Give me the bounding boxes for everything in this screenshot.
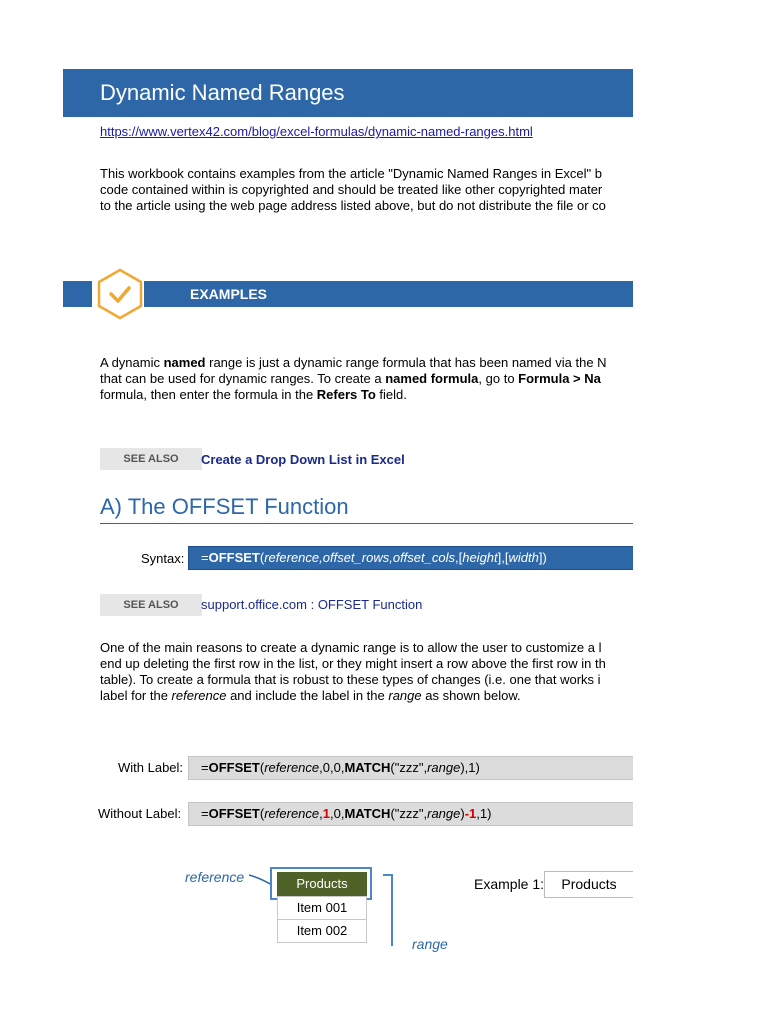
with-label-formula: =OFFSET(reference,0,0,MATCH("zzz",range),1) xyxy=(201,760,480,775)
paragraph-line: One of the main reasons to create a dynamic range is to allow the user to customize a l xyxy=(100,640,602,655)
see-also-badge: SEE ALSO xyxy=(100,594,202,616)
paragraph-line: label for the reference and include the label in the range as shown below. xyxy=(100,688,521,703)
section-heading: A) The OFFSET Function xyxy=(100,494,349,519)
without-label-formula: =OFFSET(reference,1,0,MATCH("zzz",range)-1,1) xyxy=(201,806,492,821)
without-label-caption: Without Label: xyxy=(98,806,182,821)
section-divider xyxy=(100,523,633,524)
see-also-badge: SEE ALSO xyxy=(100,448,202,470)
examples-heading: EXAMPLES xyxy=(190,286,268,302)
page-title: Dynamic Named Ranges xyxy=(100,80,345,105)
drop-down-list-link[interactable]: Create a Drop Down List in Excel xyxy=(201,452,405,467)
intro-paragraph xyxy=(100,166,606,214)
list-item-cell[interactable]: Item 001 xyxy=(277,896,367,920)
intro-line: to the article using the web page address listed above, but do not distribute the file or co xyxy=(100,198,606,213)
checkmark-hexagon-icon xyxy=(97,268,143,320)
list-item-cell[interactable]: Item 002 xyxy=(277,919,367,943)
examples-banner xyxy=(63,281,633,307)
paragraph-line: that can be used for dynamic ranges. To create a named formula, go to Formula > Na xyxy=(100,371,601,386)
syntax-formula: =OFFSET(reference,offset_rows,offset_cols,[height],[width]) xyxy=(201,550,547,565)
named-range-paragraph xyxy=(100,355,607,403)
paragraph-line: formula, then enter the formula in the Refers To field. xyxy=(100,387,407,402)
example-1-result-cell[interactable]: Products xyxy=(544,871,633,898)
range-annotation: range xyxy=(412,936,448,952)
range-bracket xyxy=(383,874,393,946)
intro-line: code contained within is copyrighted and should be treated like other copyrighted mater xyxy=(100,182,603,197)
paragraph-line: A dynamic named range is just a dynamic range formula that has been named via the N xyxy=(100,355,607,370)
syntax-label: Syntax: xyxy=(141,551,185,566)
offset-support-link[interactable]: support.office.com : OFFSET Function xyxy=(201,597,423,612)
list-header-cell[interactable]: Products xyxy=(277,872,367,896)
offset-explanation-paragraph xyxy=(100,640,606,704)
paragraph-line: end up deleting the first row in the list, or they might insert a row above the first row in th xyxy=(100,656,606,671)
with-label-caption: With Label: xyxy=(118,760,184,775)
paragraph-line: table). To create a formula that is robust to these types of changes (i.e. one that works i xyxy=(100,672,601,687)
article-link[interactable]: https://www.vertex42.com/blog/excel-formulas/dynamic-named-ranges.html xyxy=(100,124,533,139)
intro-line: This workbook contains examples from the article "Dynamic Named Ranges in Excel" b xyxy=(100,166,602,181)
example-1-label: Example 1: xyxy=(474,876,545,892)
reference-annotation: reference xyxy=(185,869,245,885)
